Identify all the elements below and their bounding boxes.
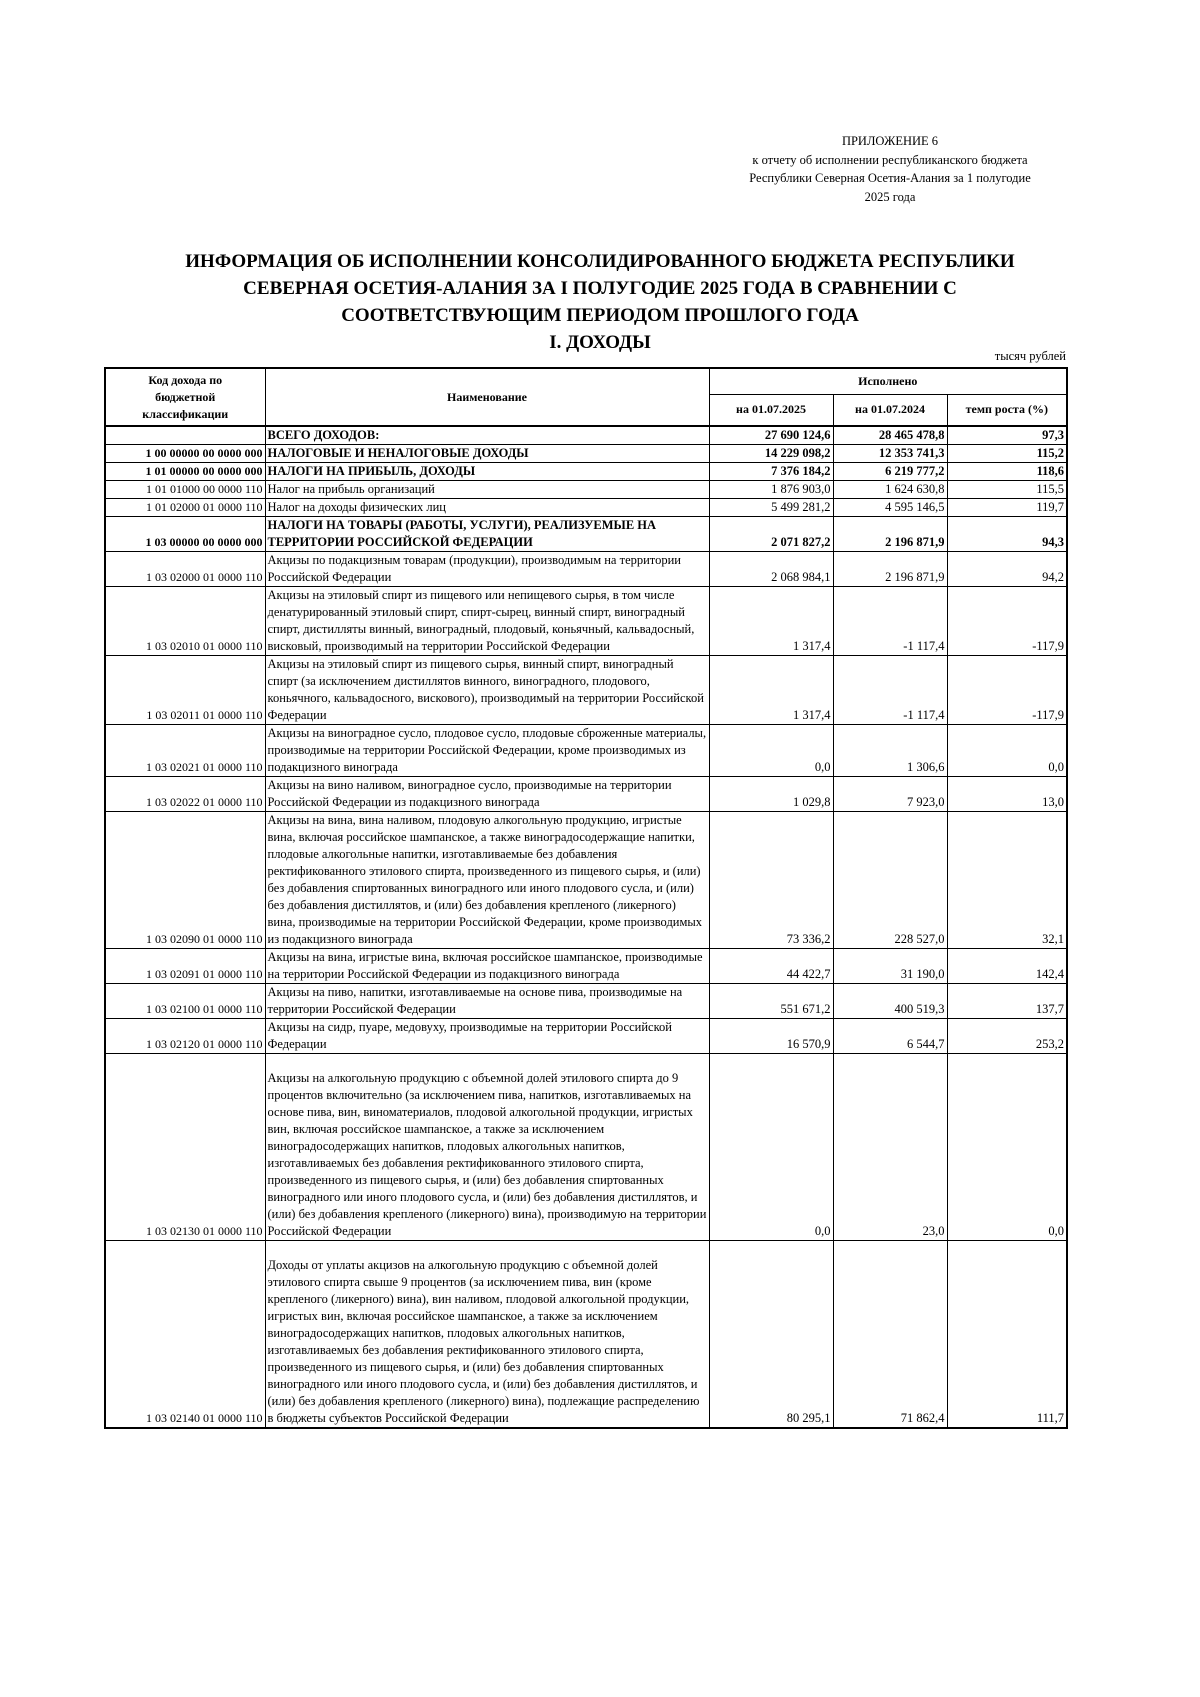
row-value-2024: 28 465 478,8: [833, 426, 947, 445]
row-growth: 118,6: [947, 463, 1067, 481]
row-growth: 0,0: [947, 1054, 1067, 1241]
row-code: 1 03 02100 01 0000 110: [105, 984, 265, 1019]
appendix-line-3: 2025 года: [864, 189, 916, 204]
row-value-2025: 0,0: [709, 725, 833, 777]
row-growth: 97,3: [947, 426, 1067, 445]
row-value-2024: 1 306,6: [833, 725, 947, 777]
header-name: Наименование: [265, 368, 709, 426]
row-growth: 32,1: [947, 812, 1067, 949]
table-row: [105, 1054, 1067, 1241]
header-executed: Исполнено: [709, 368, 1067, 394]
row-value-2024: -1 117,4: [833, 656, 947, 725]
row-value-2025: 80 295,1: [709, 1241, 833, 1429]
row-code: 1 03 02130 01 0000 110: [105, 1054, 265, 1241]
row-code: 1 03 00000 00 0000 000: [105, 517, 265, 552]
row-value-2024: 12 353 741,3: [833, 445, 947, 463]
row-value-2025: 7 376 184,2: [709, 463, 833, 481]
row-code: 1 00 00000 00 0000 000: [105, 445, 265, 463]
table-row: [105, 1019, 1067, 1054]
row-growth: 0,0: [947, 725, 1067, 777]
row-growth: 111,7: [947, 1241, 1067, 1429]
row-value-2024: 71 862,4: [833, 1241, 947, 1429]
row-value-2024: 2 196 871,9: [833, 517, 947, 552]
table-row: [105, 463, 1067, 481]
row-name: Акцизы на виноградное сусло, плодовое сусло, плодовые сброженные материалы, производимые на территории Российской Федерации, кроме производимых из подакцизного винограда: [265, 725, 709, 777]
row-value-2025: 551 671,2: [709, 984, 833, 1019]
row-name: Акцизы на этиловый спирт из пищевого или непищевого сырья, в том числе денатурированный этиловый спирт, спирт-сырец, винный спирт, виноградный спирт, дистилляты винный, виноградный, плодовый, коньячный, кальвадосный, висковый, производимый на территории Российской Федерации: [265, 587, 709, 656]
row-growth: -117,9: [947, 587, 1067, 656]
row-value-2025: 2 071 827,2: [709, 517, 833, 552]
row-code: [105, 426, 265, 445]
table-body: [105, 426, 1067, 1428]
table-row: [105, 499, 1067, 517]
row-growth: 253,2: [947, 1019, 1067, 1054]
header-2024: на 01.07.2024: [833, 394, 947, 426]
table-row: [105, 481, 1067, 499]
row-code: 1 03 02010 01 0000 110: [105, 587, 265, 656]
row-value-2024: 6 219 777,2: [833, 463, 947, 481]
row-code: 1 03 02022 01 0000 110: [105, 777, 265, 812]
row-code: 1 03 02120 01 0000 110: [105, 1019, 265, 1054]
row-growth: 94,3: [947, 517, 1067, 552]
row-value-2024: 2 196 871,9: [833, 552, 947, 587]
title-line-2: СЕВЕРНАЯ ОСЕТИЯ-АЛАНИЯ ЗА I ПОЛУГОДИЕ 2025 ГОДА В СРАВНЕНИИ С: [243, 278, 957, 299]
row-name: Акцизы на вина, вина наливом, плодовую алкогольную продукцию, игристые вина, включая российское шампанское, а также виноградосодержащие напитки, плодовые алкогольные напитки, изготавливаемые без добавления ректификованного этилового спирта, произведенного из пищевого сырья, и (или) без добавления спиртованных виноградного или иного плодового сусла, и (или) без добавления дистиллятов, и (или) без добавления крепленого (ликерного) вина, производимые на территории Российской Федерации, кроме производимых из подакцизного винограда: [265, 812, 709, 949]
units-label: тысяч рублей: [994, 349, 1066, 363]
row-name: Доходы от уплаты акцизов на алкогольную продукцию с объемной долей этилового спирта свыше 9 процентов (за исключением пива, вин (кроме крепленого (ликерного) вина), вин наливом, плодовой алкогольной продукции, игристых вин, включая российское шампанское, а также за исключением виноградосодержащих напитков, плодовых алкогольных напитков, изготавливаемых без добавления ректификованного этилового спирта, произведенного из пищевого сырья, и (или) без добавления спиртованных виноградного или иного плодового сусла, и (или) без добавления дистиллятов, и (или) без добавления крепленого (ликерного) вина), подлежащие распределению в бюджеты субъектов Российской Федерации: [265, 1241, 709, 1429]
row-value-2024: 6 544,7: [833, 1019, 947, 1054]
row-code: 1 03 02140 01 0000 110: [105, 1241, 265, 1429]
table-row: [105, 517, 1067, 552]
row-code: 1 03 02090 01 0000 110: [105, 812, 265, 949]
row-code: 1 03 02011 01 0000 110: [105, 656, 265, 725]
row-growth: 94,2: [947, 552, 1067, 587]
row-name: Акцизы на вина, игристые вина, включая российское шампанское, производимые на территории Российской Федерации из подакцизного винограда: [265, 949, 709, 984]
row-name: Акцизы на сидр, пуаре, медовуху, производимые на территории Российской Федерации: [265, 1019, 709, 1054]
row-value-2024: 31 190,0: [833, 949, 947, 984]
row-name: Акцизы по подакцизным товарам (продукции), производимым на территории Российской Федерации: [265, 552, 709, 587]
row-growth: -117,9: [947, 656, 1067, 725]
row-growth: 119,7: [947, 499, 1067, 517]
row-value-2025: 1 317,4: [709, 656, 833, 725]
row-name: Акцизы на пиво, напитки, изготавливаемые на основе пива, производимые на территории Российской Федерации: [265, 984, 709, 1019]
row-code: 1 01 00000 00 0000 000: [105, 463, 265, 481]
row-value-2025: 1 029,8: [709, 777, 833, 812]
section-title: I. ДОХОДЫ: [549, 332, 651, 353]
row-code: 1 03 02000 01 0000 110: [105, 552, 265, 587]
row-value-2025: 2 068 984,1: [709, 552, 833, 587]
appendix-title: ПРИЛОЖЕНИЕ 6: [841, 134, 939, 148]
row-value-2024: 1 624 630,8: [833, 481, 947, 499]
table-row: [105, 949, 1067, 984]
row-value-2024: 400 519,3: [833, 984, 947, 1019]
row-value-2025: 0,0: [709, 1054, 833, 1241]
row-value-2024: 7 923,0: [833, 777, 947, 812]
row-value-2025: 16 570,9: [709, 1019, 833, 1054]
title-line-1: ИНФОРМАЦИЯ ОБ ИСПОЛНЕНИИ КОНСОЛИДИРОВАННОГО БЮДЖЕТА РЕСПУБЛИКИ: [185, 251, 1015, 272]
row-growth: 137,7: [947, 984, 1067, 1019]
row-value-2024: 23,0: [833, 1054, 947, 1241]
table-row: [105, 552, 1067, 587]
row-code: 1 03 02091 01 0000 110: [105, 949, 265, 984]
table-row: [105, 812, 1067, 949]
row-code: 1 03 02021 01 0000 110: [105, 725, 265, 777]
row-value-2024: -1 117,4: [833, 587, 947, 656]
row-name: ВСЕГО ДОХОДОВ:: [265, 426, 709, 445]
table-row: [105, 984, 1067, 1019]
row-name: НАЛОГОВЫЕ И НЕНАЛОГОВЫЕ ДОХОДЫ: [265, 445, 709, 463]
row-value-2025: 14 229 098,2: [709, 445, 833, 463]
row-value-2025: 27 690 124,6: [709, 426, 833, 445]
document-title: [100, 248, 1100, 356]
table-row: [105, 1241, 1067, 1429]
row-code: 1 01 02000 01 0000 110: [105, 499, 265, 517]
row-name: НАЛОГИ НА ТОВАРЫ (РАБОТЫ, УСЛУГИ), РЕАЛИЗУЕМЫЕ НА ТЕРРИТОРИИ РОССИЙСКОЙ ФЕДЕРАЦИИ: [265, 517, 709, 552]
row-value-2025: 5 499 281,2: [709, 499, 833, 517]
table-row: [105, 426, 1067, 445]
row-growth: 115,5: [947, 481, 1067, 499]
income-table: [104, 367, 1068, 1429]
row-name: Налог на доходы физических лиц: [265, 499, 709, 517]
row-value-2025: 1 876 903,0: [709, 481, 833, 499]
row-name: НАЛОГИ НА ПРИБЫЛЬ, ДОХОДЫ: [265, 463, 709, 481]
row-value-2025: 44 422,7: [709, 949, 833, 984]
header-code: Код дохода по бюджетной классификации: [105, 368, 265, 426]
row-value-2024: 4 595 146,5: [833, 499, 947, 517]
row-name: Акцизы на алкогольную продукцию с объемной долей этилового спирта до 9 процентов включительно (за исключением пива, напитков, изготавливаемых на основе пива, вин, виноматериалов, плодовой алкогольной продукции, игристых вин, включая российское шампанское, а также за исключением виноградосодержащих напитков, плодовых алкогольных напитков, изготавливаемых без добавления ректификованного этилового спирта, произведенного из пищевого сырья, и (или) без добавления спиртованных виноградного или иного плодового сусла, и (или) без добавления дистиллятов, и (или) без добавления крепленого (ликерного) вина), производимую на территории Российской Федерации: [265, 1054, 709, 1241]
table-row: [105, 445, 1067, 463]
appendix-line-2: Республики Северная Осетия-Алания за 1 полугодие: [749, 171, 1031, 185]
row-growth: 13,0: [947, 777, 1067, 812]
table-row: [105, 777, 1067, 812]
appendix-block: [700, 132, 1080, 206]
table-row: [105, 725, 1067, 777]
header-growth: темп роста (%): [947, 394, 1067, 426]
row-value-2025: 73 336,2: [709, 812, 833, 949]
row-name: Акцизы на вино наливом, виноградное сусло, производимые на территории Российской Федерации из подакцизного винограда: [265, 777, 709, 812]
row-name: Налог на прибыль организаций: [265, 481, 709, 499]
appendix-line-1: к отчету об исполнении республиканского бюджета: [752, 152, 1028, 167]
row-code: 1 01 01000 00 0000 110: [105, 481, 265, 499]
table-row: [105, 656, 1067, 725]
row-growth: 115,2: [947, 445, 1067, 463]
header-2025: на 01.07.2025: [709, 394, 833, 426]
title-line-3: СООТВЕТСТВУЮЩИМ ПЕРИОДОМ ПРОШЛОГО ГОДА: [341, 305, 859, 326]
row-value-2024: 228 527,0: [833, 812, 947, 949]
row-name: Акцизы на этиловый спирт из пищевого сырья, винный спирт, виноградный спирт (за исключением дистиллятов винного, виноградного, плодового, коньячного, кальвадосного, вискового), производимый на территории Российской Федерации: [265, 656, 709, 725]
row-growth: 142,4: [947, 949, 1067, 984]
row-value-2025: 1 317,4: [709, 587, 833, 656]
table-row: [105, 587, 1067, 656]
